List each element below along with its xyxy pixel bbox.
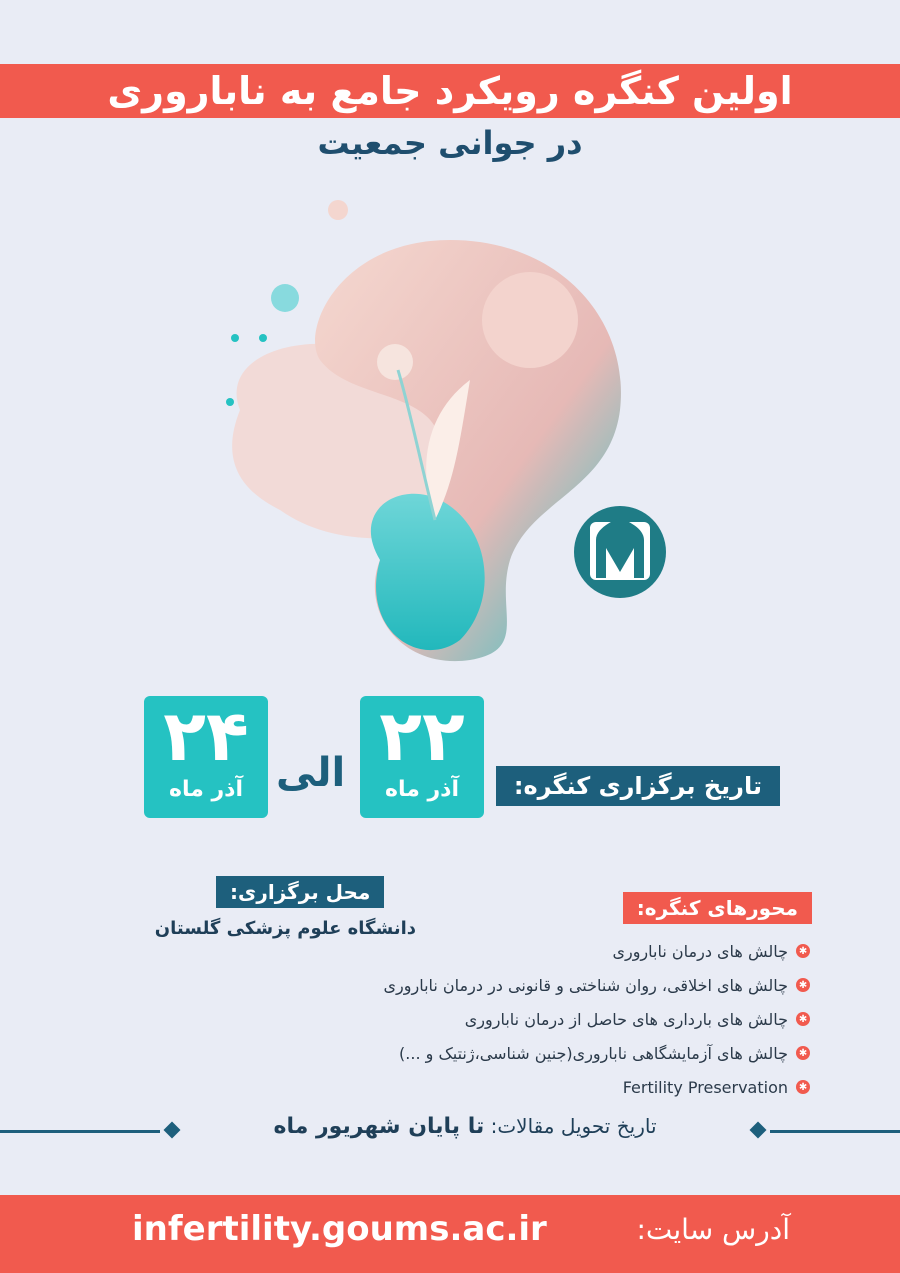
start-day: ۲۲ [379, 695, 465, 777]
dates-label: تاریخ برگزاری کنگره: [496, 766, 780, 806]
diamond-icon [164, 1122, 181, 1139]
congress-dates [0, 690, 900, 830]
divider [0, 1130, 160, 1133]
star-icon: ✱ [796, 1046, 810, 1060]
star-icon: ✱ [796, 978, 810, 992]
end-date-box [144, 696, 268, 818]
start-date-box [360, 696, 484, 818]
title-banner [0, 64, 900, 118]
venue-label: محل برگزاری: [216, 876, 384, 908]
congress-subtitle: در جوانی جمعیت [317, 124, 583, 162]
star-icon: ✱ [796, 1012, 810, 1026]
list-item: ✱ Fertility Preservation [250, 1070, 810, 1104]
venue-name: دانشگاه علوم پزشکی گلستان [154, 918, 416, 939]
axes-label: محورهای کنگره: [623, 892, 812, 924]
dot [259, 334, 267, 342]
list-item: ✱ چالش های اخلاقی، روان شناختی و قانونی در درمان ناباروری [250, 968, 810, 1002]
congress-title: اولین کنگره رویکرد جامع به ناباروری [107, 69, 793, 113]
university-logo-icon [574, 506, 666, 598]
dot [226, 398, 234, 406]
hero-illustration [150, 180, 750, 680]
date-separator: الی [276, 750, 346, 796]
footer-banner [0, 1195, 900, 1273]
dot [231, 334, 239, 342]
axes-list [250, 934, 810, 1104]
divider [770, 1130, 900, 1133]
dot [271, 284, 299, 312]
large-sphere [482, 272, 578, 368]
end-month: آذر ماه [168, 777, 244, 802]
deadline-label: تاریخ تحویل مقالات: [490, 1114, 657, 1138]
small-sphere [377, 344, 413, 380]
diamond-icon [750, 1122, 767, 1139]
star-icon: ✱ [796, 1080, 810, 1094]
list-item: ✱ چالش های آزمایشگاهی ناباروری(جنین شناسی،ژنتیک و ...) [250, 1036, 810, 1070]
list-item: ✱ چالش های درمان ناباروری [250, 934, 810, 968]
start-month: آذر ماه [384, 777, 460, 802]
end-day: ۲۴ [163, 695, 249, 777]
star-icon: ✱ [796, 944, 810, 958]
deadline-text [200, 1114, 730, 1139]
site-label: آدرس سایت: [636, 1213, 790, 1246]
deadline-row [0, 1110, 900, 1150]
site-url[interactable]: infertility.goums.ac.ir [132, 1209, 547, 1249]
list-item: ✱ چالش های بارداری های حاصل از درمان ناباروری [250, 1002, 810, 1036]
deadline-value: تا پایان شهریور ماه [273, 1114, 485, 1139]
dot [328, 200, 348, 220]
